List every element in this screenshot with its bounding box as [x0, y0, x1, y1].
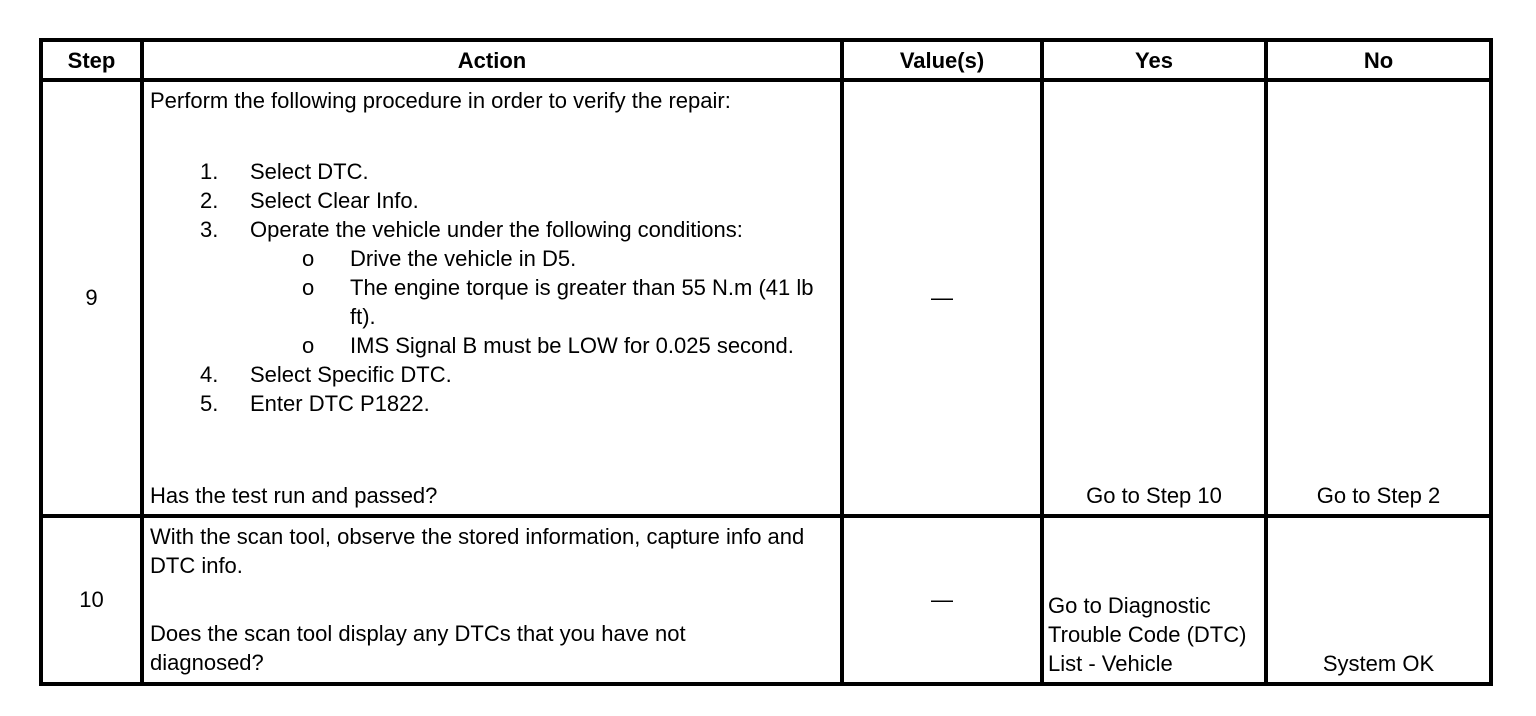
step-text: Select Clear Info. — [250, 188, 419, 213]
value-cell: — — [842, 80, 1042, 516]
condition-item — [250, 273, 834, 331]
condition-item — [250, 331, 834, 360]
step-text: Enter DTC P1822. — [250, 391, 430, 416]
action-cell — [142, 80, 842, 516]
condition-text: IMS Signal B must be LOW for 0.025 second. — [350, 333, 794, 358]
action-intro: Perform the following procedure in order to verify the repair: — [150, 88, 731, 113]
procedure-step — [150, 360, 834, 389]
step-text: Operate the vehicle under the following conditions: — [250, 217, 743, 242]
procedure-step — [150, 186, 834, 215]
step-index: 1. — [200, 159, 219, 184]
diagnostic-table — [39, 38, 1493, 686]
action-intro: With the scan tool, observe the stored information, capture info and DTC info. — [150, 523, 805, 578]
step-index: 5. — [200, 391, 219, 416]
header-yes: Yes — [1042, 40, 1266, 80]
header-step: Step — [41, 40, 142, 80]
table-row — [41, 516, 1491, 684]
yes-cell: Go to Step 10 — [1042, 80, 1266, 516]
no-cell: System OK — [1266, 516, 1491, 684]
procedure-list — [150, 157, 834, 418]
condition-list — [250, 244, 834, 360]
condition-item — [250, 244, 834, 273]
condition-text: The engine torque is greater than 55 N.m (41 lb ft). — [350, 275, 814, 329]
bullet-marker: o — [302, 246, 315, 271]
yes-cell: Go to Diagnostic Trouble Code (DTC) List - Vehicle — [1042, 516, 1266, 684]
step-index: 3. — [200, 217, 219, 242]
bullet-marker: o — [302, 275, 315, 300]
step-text: Select DTC. — [250, 159, 369, 184]
step-number: 10 — [41, 516, 142, 684]
header-action: Action — [142, 40, 842, 80]
procedure-step — [150, 157, 834, 186]
action-question: Has the test run and passed? — [150, 482, 438, 508]
procedure-step — [150, 215, 834, 360]
header-no: No — [1266, 40, 1491, 80]
header-values: Value(s) — [842, 40, 1042, 80]
action-question: Does the scan tool display any DTCs that you have not diagnosed? — [150, 620, 686, 675]
action-cell — [142, 516, 842, 684]
step-number: 9 — [41, 80, 142, 516]
no-cell: Go to Step 2 — [1266, 80, 1491, 516]
header-row — [41, 40, 1491, 80]
bullet-marker: o — [302, 333, 315, 358]
step-index: 4. — [200, 362, 219, 387]
procedure-step — [150, 389, 834, 418]
step-text: Select Specific DTC. — [250, 362, 452, 387]
table-row — [41, 80, 1491, 516]
value-cell: — — [842, 516, 1042, 684]
step-index: 2. — [200, 188, 219, 213]
condition-text: Drive the vehicle in D5. — [350, 246, 577, 271]
